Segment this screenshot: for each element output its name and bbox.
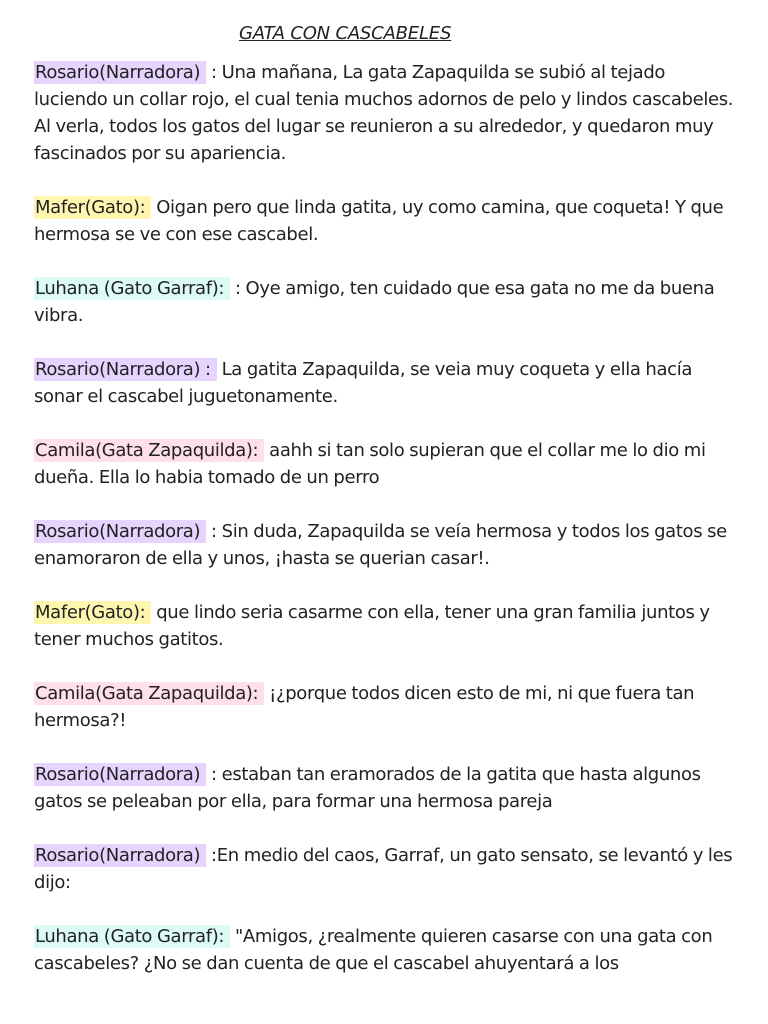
spacer — [34, 896, 734, 923]
dialogue-text: : Una mañana, La gata Zapaquilda se subió al tejado luciendo un collar rojo, el cual tenia muchos adornos de pelo y lindos cascabeles. Al verla, todos los gatos del lugar se reunieron a su alrededor, y quedaron muy fascinados por su apariencia. — [34, 62, 734, 164]
spacer — [34, 329, 734, 356]
spacer — [34, 572, 734, 599]
spacer — [34, 248, 734, 275]
spacer — [34, 410, 734, 437]
spacer — [34, 50, 734, 59]
spacer — [34, 167, 734, 194]
spacer — [34, 734, 734, 761]
dialogue-text: : estaban tan eramorados de la gatita que hasta algunos gatos se peleaban por ella, para formar una hermosa pareja — [34, 764, 701, 812]
dialogue-text: Oigan pero que linda gatita, uy como camina, que coqueta! Y que hermosa se ve con ese cascabel. — [34, 197, 724, 245]
speaker-label-narrator: Rosario(Narradora) — [34, 763, 206, 786]
document-page — [34, 18, 734, 977]
dialogue-text: La gatita Zapaquilda, se veia muy coqueta y ella hacía sonar el cascabel juguetonamente. — [34, 359, 693, 407]
spacer — [34, 815, 734, 842]
speaker-label-narrator: Rosario(Narradora) : — [34, 358, 217, 381]
speaker-label-garraf: Luhana (Gato Garraf): — [34, 277, 230, 300]
speaker-label-zapaquilda: Camila(Gata Zapaquilda): — [34, 682, 264, 705]
dialogue-line-garraf — [34, 275, 734, 329]
dialogue-text: : Sin duda, Zapaquilda se veía hermosa y todos los gatos se enamoraron de ella y unos, ¡hasta se querian casar!. — [34, 521, 727, 569]
spacer — [34, 653, 734, 680]
dialogue-text: "Amigos, ¿realmente quieren casarse con una gata con cascabeles? ¿No se dan cuenta de que el cascabel ahuyentará a los — [34, 926, 713, 974]
speaker-label-gato: Mafer(Gato): — [34, 196, 151, 219]
dialogue-text: :En medio del caos, Garraf, un gato sensato, se levantó y les dijo: — [34, 845, 733, 893]
dialogue-text: ¡¿porque todos dicen esto de mi, ni que fuera tan hermosa?! — [34, 683, 695, 731]
dialogue-line-narrator — [34, 59, 734, 167]
dialogue-line-zapaquilda — [34, 680, 734, 734]
dialogue-line-garraf — [34, 923, 734, 977]
dialogue-line-zapaquilda — [34, 437, 734, 491]
speaker-label-narrator: Rosario(Narradora) — [34, 844, 206, 867]
dialogue-line-gato — [34, 194, 734, 248]
dialogue-line-narrator — [34, 761, 734, 815]
dialogue-line-narrator — [34, 842, 734, 896]
dialogue-text: aahh si tan solo supieran que el collar me lo dio mi dueña. Ella lo habia tomado de un perro — [34, 440, 706, 488]
speaker-label-narrator: Rosario(Narradora) — [34, 520, 206, 543]
dialogue-line-narrator — [34, 518, 734, 572]
document-title: GATA CON CASCABELES — [239, 23, 452, 44]
speaker-label-garraf: Luhana (Gato Garraf): — [34, 925, 230, 948]
spacer — [34, 491, 734, 518]
dialogue-text: que lindo seria casarme con ella, tener una gran familia juntos y tener muchos gatitos. — [34, 602, 710, 650]
speaker-label-zapaquilda: Camila(Gata Zapaquilda): — [34, 439, 264, 462]
dialogue-line-narrator — [34, 356, 734, 410]
speaker-label-narrator: Rosario(Narradora) — [34, 61, 206, 84]
dialogue-text: : Oye amigo, ten cuidado que esa gata no me da buena vibra. — [34, 278, 715, 326]
speaker-label-gato: Mafer(Gato): — [34, 601, 151, 624]
dialogue-line-gato — [34, 599, 734, 653]
